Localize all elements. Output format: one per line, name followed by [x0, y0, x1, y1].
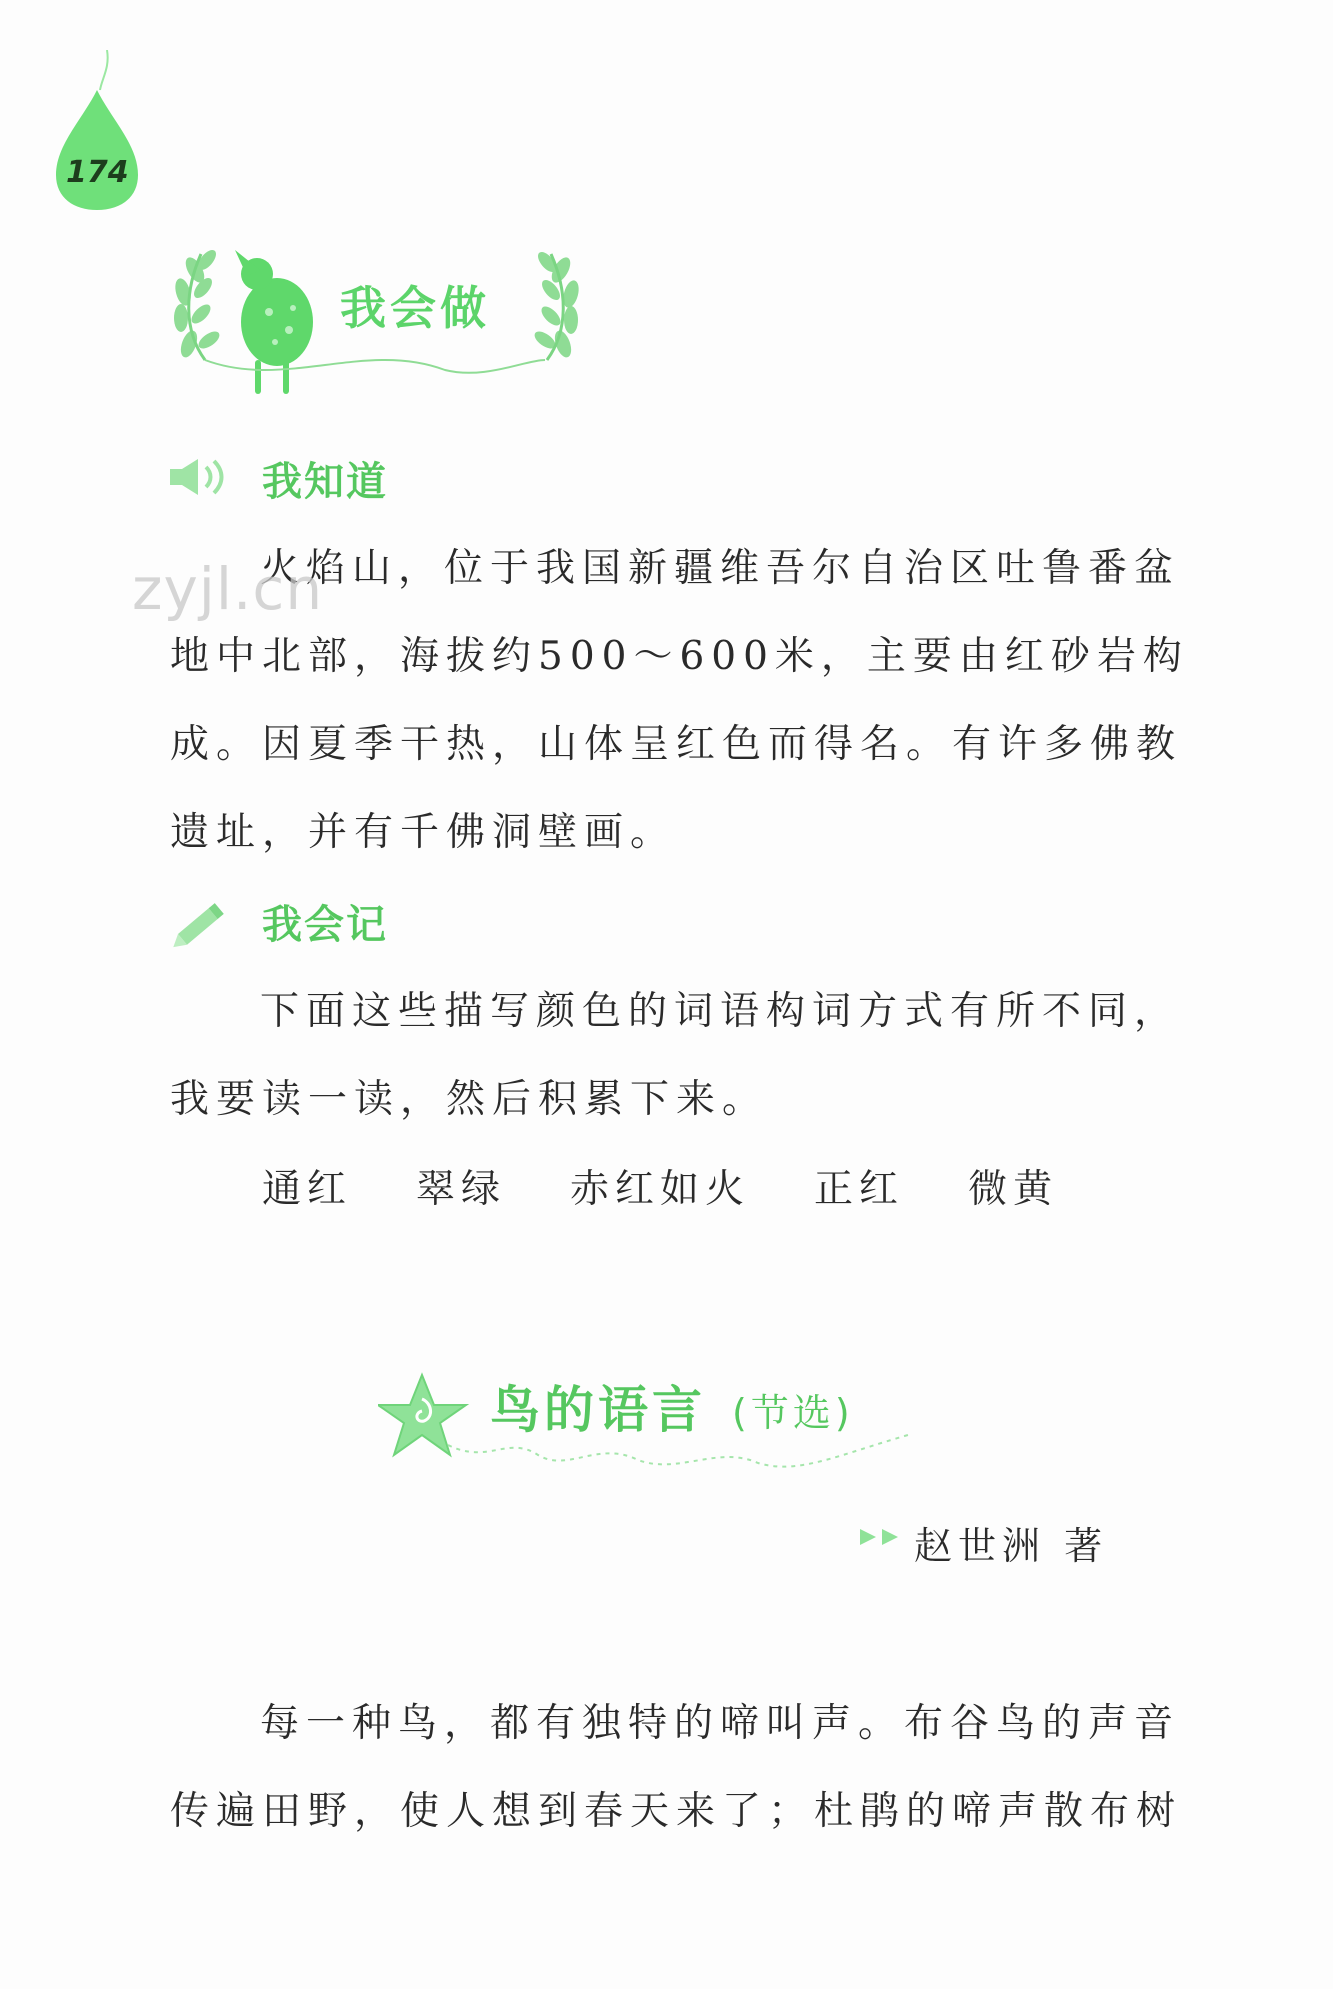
paragraph-text: 下面这些描写颜色的词语构词方式有所不同，我要读一读，然后积累下来。	[170, 989, 1181, 1122]
page-number-badge	[52, 50, 142, 210]
story-title: 鸟的语言	[490, 1381, 706, 1439]
word-item: 赤红如火	[570, 1167, 751, 1212]
paragraph-text: 火焰山，位于我国新疆维吾尔自治区吐鲁番盆地中北部，海拔约500～600米，主要由红砂岩构成。因夏季干热，山体呈红色而得名。有许多佛教遗址，并有千佛洞壁画。	[170, 546, 1189, 855]
banner-title: 我会做	[340, 281, 490, 335]
paragraph-flaming-mountain	[170, 525, 1200, 877]
watermark: zyjl.cn	[132, 555, 324, 623]
word-item: 微黄	[968, 1167, 1059, 1212]
word-item: 翠绿	[416, 1167, 507, 1212]
paragraph-text: 每一种鸟，都有独特的啼叫声。布谷鸟的声音传遍田野，使人想到春天来了；杜鹃的啼声散布树	[170, 1701, 1183, 1834]
paragraph-bird-language	[170, 1680, 1200, 1856]
story-author: 赵世洲 著	[914, 1524, 1109, 1568]
word-item: 正红	[814, 1167, 905, 1212]
speaker-icon	[168, 455, 232, 503]
page-number: 174	[66, 155, 129, 190]
section-heading-know: 我知道	[262, 459, 388, 505]
section-heading-remember: 我会记	[262, 902, 388, 948]
color-word-list	[262, 1158, 1122, 1214]
word-item: 通红	[262, 1167, 353, 1212]
arrow-icon	[858, 1527, 908, 1551]
pencil-icon	[168, 898, 232, 958]
paragraph-color-words	[170, 968, 1200, 1144]
story-subtitle: (节选)	[732, 1391, 854, 1435]
